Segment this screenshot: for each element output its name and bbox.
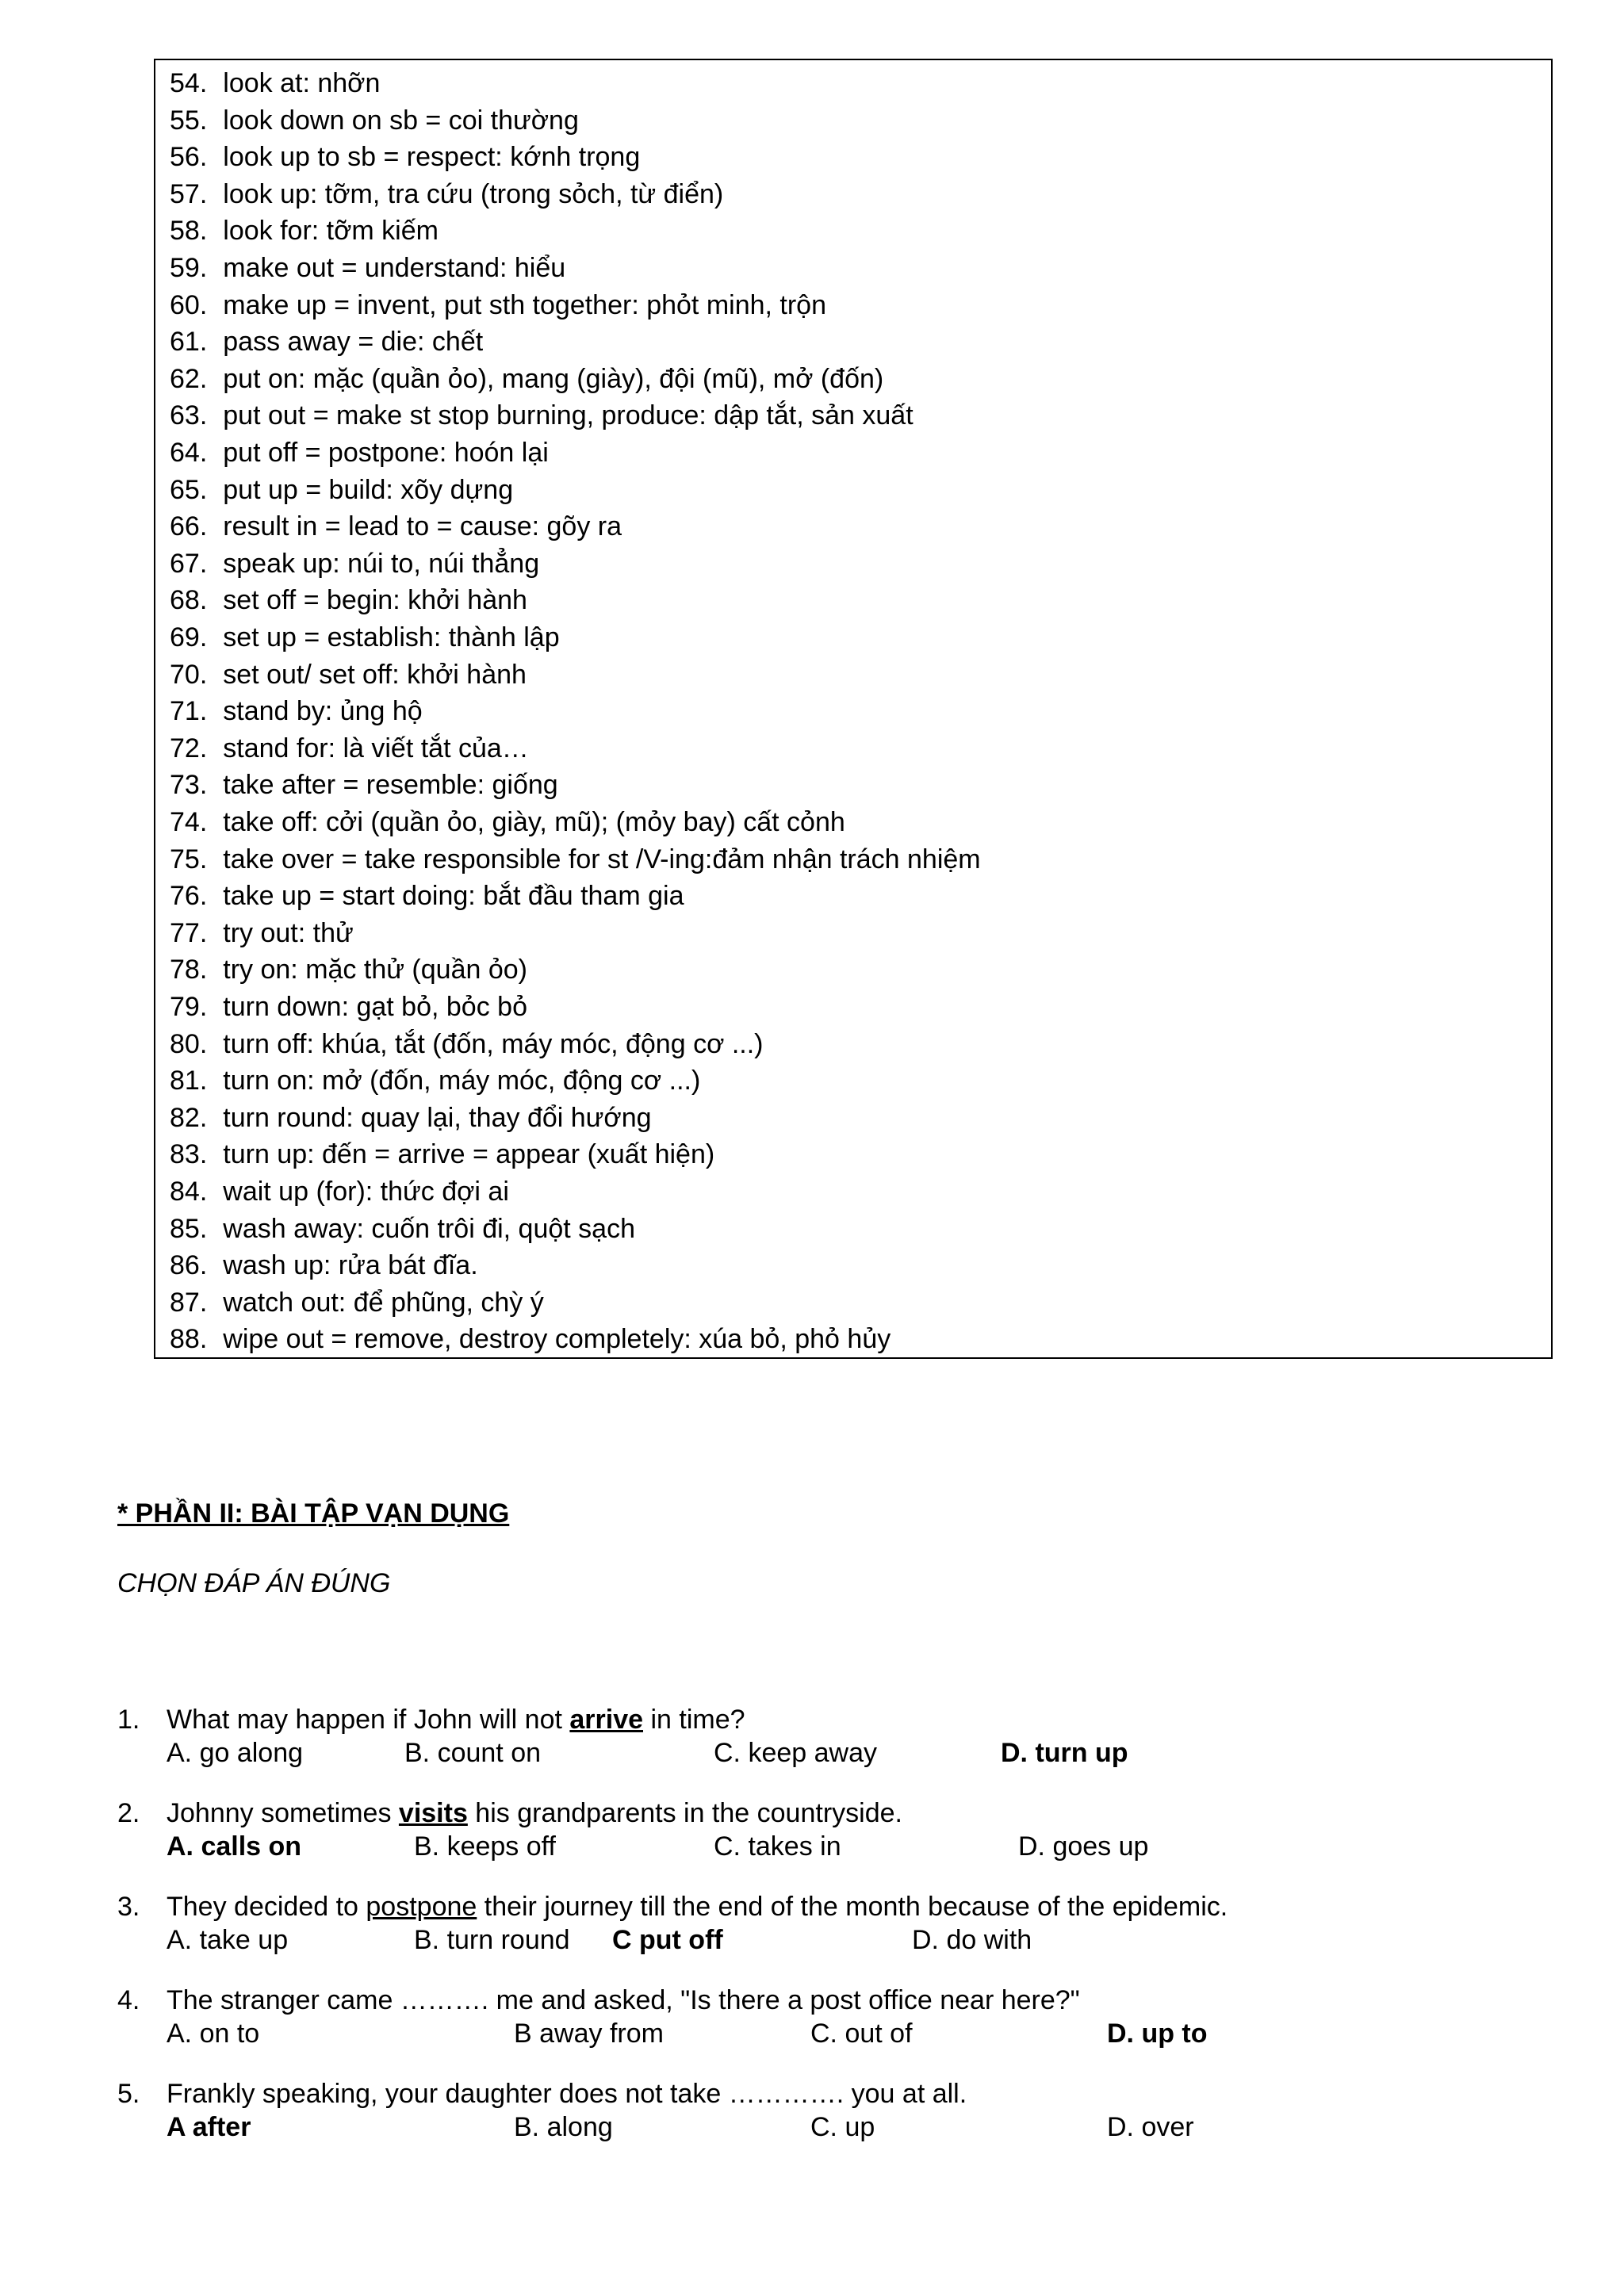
question-text: The stranger came ………. me and asked, "Is there a post office near here?" — [167, 1985, 1080, 2015]
vocab-item-text: take off: cởi (quần ỏo, giày, mũ); (mỏy bay) cất cỏnh — [223, 807, 845, 837]
vocab-item-text: pass away = die: chết — [223, 327, 484, 358]
vocab-item-text: turn down: gạt bỏ, bỏc bỏ — [223, 992, 527, 1022]
vocab-item-number: 68. — [170, 585, 208, 616]
vocab-item-text: set off = begin: khởi hành — [223, 585, 527, 616]
vocab-item-number: 58. — [170, 216, 208, 247]
vocab-item-text: put off = postpone: hoón lại — [223, 438, 549, 468]
vocab-item-text: look up to sb = respect: kớnh trọng — [223, 142, 641, 173]
vocab-item-text: take over = take responsible for st /V-ing:đảm nhận trách nhiệm — [223, 844, 981, 874]
answer-option[interactable]: D. do with — [912, 1925, 1032, 1955]
answer-option-correct[interactable]: C put off — [612, 1925, 723, 1955]
vocab-item-text: take after = resemble: giống — [223, 770, 558, 801]
vocab-item-text: make up = invent, put sth together: phỏt minh, trộn — [223, 289, 826, 320]
vocab-item-number: 61. — [170, 327, 208, 358]
vocab-item — [170, 841, 981, 878]
vocab-item-number: 65. — [170, 474, 208, 505]
vocab-item-number: 87. — [170, 1287, 208, 1318]
vocab-item-number: 77. — [170, 917, 208, 948]
answer-option[interactable]: A. go along — [167, 1738, 304, 1768]
vocab-item-text: try on: mặc thử (quần ỏo) — [223, 955, 527, 985]
vocab-item — [170, 693, 423, 729]
vocab-item-text: turn off: khúa, tắt (đốn, máy móc, động cơ ...) — [223, 1028, 764, 1059]
vocab-item-number: 88. — [170, 1324, 208, 1355]
vocab-item — [170, 102, 579, 139]
vocab-item-number: 82. — [170, 1102, 208, 1133]
answer-option[interactable]: B. keeps off — [414, 1831, 556, 1862]
vocab-item — [170, 176, 723, 212]
key-word: postpone — [366, 1892, 477, 1922]
vocab-item — [170, 1284, 544, 1321]
vocab-item-text: stand for: là viết tắt của… — [223, 733, 529, 763]
vocab-item — [170, 1100, 652, 1136]
vocab-item-text: put up = build: xõy dựng — [223, 474, 514, 505]
vocab-item — [170, 878, 684, 914]
vocab-item — [170, 1136, 714, 1173]
vocab-item-text: set up = establish: thành lập — [223, 622, 560, 652]
vocab-item-number: 71. — [170, 696, 208, 727]
question-number: 5. — [117, 2079, 140, 2109]
vocab-item — [170, 1247, 478, 1284]
answer-option-correct[interactable]: D. turn up — [1001, 1738, 1128, 1768]
vocab-item — [170, 1321, 891, 1357]
vocab-item-number: 79. — [170, 992, 208, 1022]
vocab-item-number: 78. — [170, 955, 208, 985]
answer-option[interactable]: B. along — [514, 2112, 613, 2142]
vocab-item — [170, 545, 539, 582]
phrasal-verb-list — [154, 59, 1553, 1359]
answer-option[interactable]: B. turn round — [414, 1925, 570, 1955]
vocab-item — [170, 730, 529, 767]
exercise-instruction: CHỌN ĐÁP ÁN ĐÚNG — [117, 1568, 391, 1598]
vocab-item-number: 56. — [170, 142, 208, 173]
question-number: 4. — [117, 1985, 140, 2015]
section-heading: * PHẦN II: BÀI TẬP VẠN DỤNG — [117, 1498, 510, 1529]
answer-option-correct[interactable]: A. calls on — [167, 1831, 302, 1862]
question-number: 1. — [117, 1705, 140, 1735]
vocab-item — [170, 250, 565, 286]
vocab-item-text: result in = lead to = cause: gõy ra — [223, 511, 622, 542]
vocab-item-number: 80. — [170, 1028, 208, 1059]
vocab-item — [170, 434, 549, 471]
vocab-item-text: stand by: ủng hộ — [223, 696, 423, 727]
vocab-item-text: try out: thử — [223, 917, 354, 948]
vocab-item-text: put out = make st stop burning, produce: dập tắt, sản xuất — [223, 400, 914, 431]
vocab-item-number: 69. — [170, 622, 208, 652]
vocab-item-number: 59. — [170, 253, 208, 283]
vocab-item-text: wipe out = remove, destroy completely: xúa bỏ, phỏ hủy — [223, 1324, 891, 1355]
vocab-item-text: wait up (for): thức đợi ai — [223, 1177, 509, 1207]
vocab-item-number: 72. — [170, 733, 208, 763]
vocab-item — [170, 508, 622, 545]
vocab-item-number: 63. — [170, 400, 208, 431]
answer-option[interactable]: C. takes in — [714, 1831, 841, 1862]
vocab-item-number: 85. — [170, 1213, 208, 1244]
answer-option[interactable]: A. take up — [167, 1925, 289, 1955]
vocab-item — [170, 323, 483, 360]
vocab-item — [170, 804, 845, 840]
answer-option[interactable]: C. out of — [810, 2019, 913, 2049]
answer-option[interactable]: C. up — [810, 2112, 875, 2142]
answer-option-correct[interactable]: D. up to — [1107, 2019, 1208, 2049]
vocab-item-text: wash up: rửa bát đĩa. — [223, 1250, 478, 1281]
answer-option-correct[interactable]: A after — [167, 2112, 251, 2142]
question-text: Frankly speaking, your daughter does not take …………. you at all. — [167, 2079, 967, 2109]
vocab-item — [170, 472, 513, 508]
vocab-item-text: make out = understand: hiểu — [223, 253, 566, 283]
vocab-item-text: set out/ set off: khởi hành — [223, 659, 527, 690]
vocab-item-number: 64. — [170, 438, 208, 468]
question-text: Johnny sometimes visits his grandparents in the countryside. — [167, 1798, 902, 1828]
vocab-item-text: look for: tỡm kiếm — [223, 216, 439, 247]
vocab-item — [170, 65, 380, 101]
vocab-item — [170, 397, 914, 434]
answer-option[interactable]: B. count on — [404, 1738, 542, 1768]
vocab-item-number: 75. — [170, 844, 208, 874]
vocab-item — [170, 915, 354, 951]
vocab-item-text: turn on: mở (đốn, máy móc, động cơ ...) — [223, 1066, 701, 1096]
vocab-item — [170, 656, 527, 693]
key-word: visits — [398, 1798, 468, 1828]
vocab-item-text: turn up: đến = arrive = appear (xuất hiện) — [223, 1139, 715, 1170]
vocab-item — [170, 989, 527, 1025]
vocab-item — [170, 951, 527, 988]
answer-option[interactable]: D. over — [1107, 2112, 1194, 2142]
vocab-item-number: 83. — [170, 1139, 208, 1170]
vocab-item-number: 86. — [170, 1250, 208, 1281]
answer-option[interactable]: C. keep away — [714, 1738, 877, 1768]
vocab-item — [170, 1173, 509, 1210]
vocab-item-number: 57. — [170, 178, 208, 209]
vocab-item-text: look down on sb = coi thường — [223, 105, 579, 136]
vocab-item-text: look up: tỡm, tra cứu (trong sỏch, từ điển) — [223, 178, 724, 209]
answer-option[interactable]: D. goes up — [1018, 1831, 1149, 1862]
key-word: arrive — [569, 1705, 644, 1735]
vocab-item-text: put on: mặc (quần ỏo), mang (giày), đội (mũ), mở (đốn) — [223, 363, 884, 394]
vocab-item-number: 73. — [170, 770, 208, 801]
vocab-item-text: take up = start doing: bắt đầu tham gia — [223, 881, 684, 912]
vocab-item-number: 74. — [170, 807, 208, 837]
vocab-item-number: 76. — [170, 881, 208, 912]
question-text: They decided to postpone their journey till the end of the month because of the epidemic. — [167, 1892, 1228, 1922]
question-number: 3. — [117, 1892, 140, 1922]
vocab-item — [170, 767, 558, 803]
vocab-item-text: watch out: để phũng, chỳ ý — [223, 1287, 544, 1318]
vocab-item — [170, 139, 640, 175]
answer-option[interactable]: B away from — [514, 2019, 664, 2049]
vocab-item-number: 70. — [170, 659, 208, 690]
vocab-item-number: 67. — [170, 548, 208, 579]
vocab-item-text: turn round: quay lại, thay đổi hướng — [223, 1102, 652, 1133]
vocab-item-text: look at: nhỡn — [223, 68, 381, 98]
vocab-item — [170, 1211, 635, 1247]
vocab-item-number: 81. — [170, 1066, 208, 1096]
vocab-item-text: speak up: núi to, núi thẳng — [223, 548, 540, 579]
vocab-item — [170, 361, 883, 397]
vocab-item-number: 66. — [170, 511, 208, 542]
vocab-item — [170, 1062, 700, 1099]
vocab-item — [170, 287, 826, 323]
vocab-item-number: 60. — [170, 289, 208, 320]
vocab-item — [170, 1026, 763, 1062]
vocab-item — [170, 582, 527, 618]
question-number: 2. — [117, 1798, 140, 1828]
question-text: What may happen if John will not arrive in time? — [167, 1705, 745, 1735]
vocab-item — [170, 619, 560, 656]
vocab-item — [170, 212, 439, 249]
vocab-item-number: 54. — [170, 68, 208, 98]
answer-option[interactable]: A. on to — [167, 2019, 260, 2049]
vocab-item-number: 62. — [170, 363, 208, 394]
vocab-item-text: wash away: cuốn trôi đi, quột sạch — [223, 1213, 635, 1244]
vocab-item-number: 55. — [170, 105, 208, 136]
vocab-item-number: 84. — [170, 1177, 208, 1207]
